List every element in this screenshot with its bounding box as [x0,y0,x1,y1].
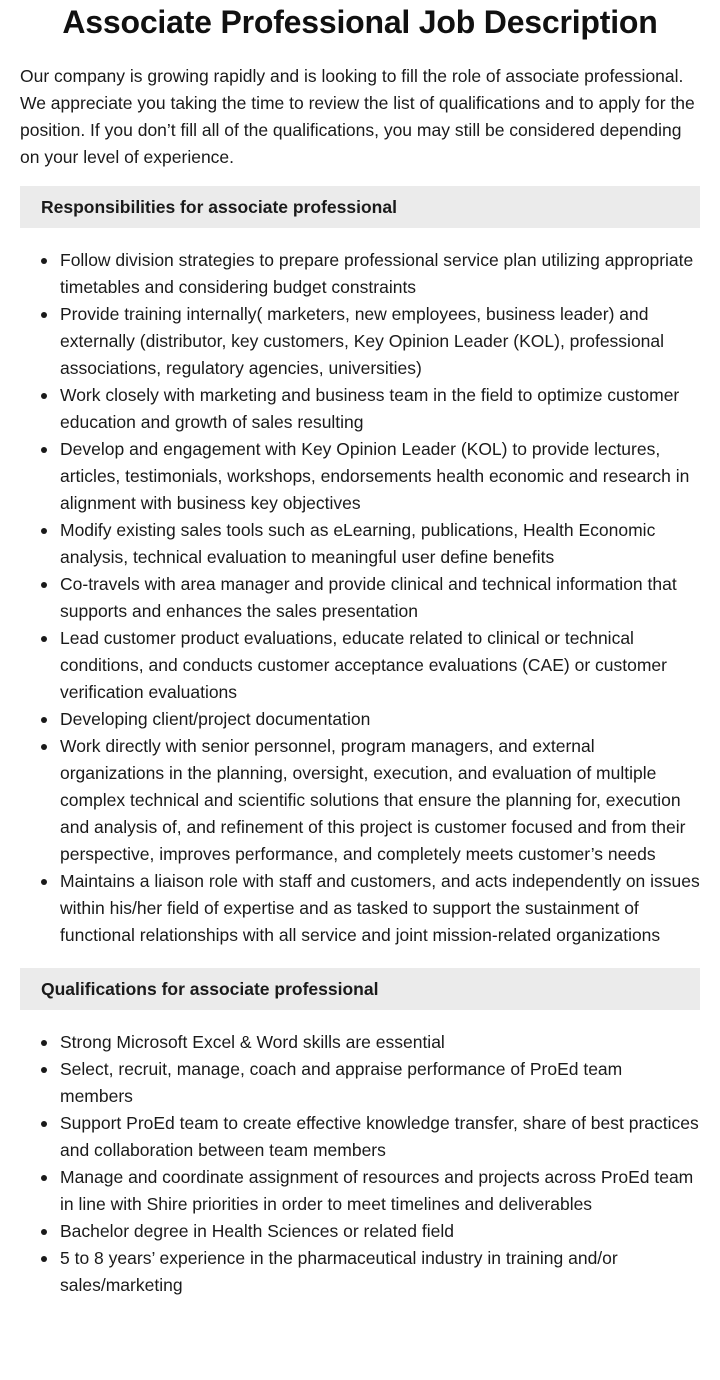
list-item [60,436,700,517]
bullet-icon [41,528,47,534]
list-item [60,1164,700,1218]
bullet-icon [41,1121,47,1127]
list-item-text: Maintains a liaison role with staff and customers, and acts independently on issues within his/her field of expertise and as tasked to support the sustainment of functional relationships with all service and joint mission-related organizations [60,871,700,945]
intro-paragraph: Our company is growing rapidly and is looking to fill the role of associate professional. We appreciate you taking the time to review the list of qualifications and to apply for the position. If you don’t fill all of the qualifications, you may still be considered depending on your level of experience. [20,66,695,167]
bullet-icon [41,393,47,399]
list-item [60,571,700,625]
bullet-icon [41,1175,47,1181]
list-item-text: Bachelor degree in Health Sciences or related field [60,1221,454,1241]
list-item-text: Strong Microsoft Excel & Word skills are essential [60,1032,445,1052]
list-item-text: Provide training internally( marketers, new employees, business leader) and externally (distributor, key customers, Key Opinion Leader (KOL), professional associations, regulatory agencies, universities) [60,304,665,378]
list-item-text: Develop and engagement with Key Opinion Leader (KOL) to provide lectures, articles, testimonials, workshops, endorsements health economic and research in alignment with business key objectives [60,439,690,513]
list-item-text: Developing client/project documentation [60,709,371,729]
list-item-text: Modify existing sales tools such as eLearning, publications, Health Economic analysis, technical evaluation to meaningful user define benefits [60,520,656,567]
bullet-icon [41,1040,47,1046]
list-item [60,1245,700,1299]
list-item-text: Lead customer product evaluations, educate related to clinical or technical conditions, and conducts customer acceptance evaluations (CAE) or customer verification evaluations [60,628,667,702]
bullet-icon [41,582,47,588]
list-item [60,301,700,382]
list-item-text: 5 to 8 years’ experience in the pharmaceutical industry in training and/or sales/marketing [60,1248,618,1295]
list-item [60,1056,700,1110]
page-title: Associate Professional Job Description [62,4,658,40]
bullet-icon [41,258,47,264]
list-item [60,517,700,571]
list-item-text: Support ProEd team to create effective knowledge transfer, share of best practices and collaboration between team members [60,1113,699,1160]
bullet-icon [41,1229,47,1235]
list-item [60,733,700,868]
list-item [60,1029,700,1056]
bullet-icon [41,744,47,750]
list-item [60,625,700,706]
list-item [60,1218,700,1245]
responsibilities-heading: Responsibilities for associate professional [20,186,700,228]
bullet-icon [41,312,47,318]
list-item [60,247,700,301]
list-item [60,868,700,949]
list-item [60,1110,700,1164]
list-item-text: Work closely with marketing and business team in the field to optimize customer education and growth of sales resulting [60,385,680,432]
list-item-text: Manage and coordinate assignment of resources and projects across ProEd team in line with Shire priorities in order to meet timelines and deliverables [60,1167,694,1214]
qualifications-list [20,1029,700,1299]
list-item-text: Co-travels with area manager and provide clinical and technical information that supports and enhances the sales presentation [60,574,677,621]
list-item-text: Select, recruit, manage, coach and appraise performance of ProEd team members [60,1059,623,1106]
bullet-icon [41,879,47,885]
list-item-text: Work directly with senior personnel, program managers, and external organizations in the planning, oversight, execution, and evaluation of multiple complex technical and scientific solutions that ensure the planning for, execution and analysis of, and refinement of this project is customer focused and from their perspective, improves performance, and completely meets customer’s needs [60,736,686,864]
qualifications-heading: Qualifications for associate professional [20,968,700,1010]
list-item [60,706,700,733]
bullet-icon [41,1067,47,1073]
bullet-icon [41,1256,47,1262]
list-item-text: Follow division strategies to prepare professional service plan utilizing appropriate timetables and considering budget constraints [60,250,694,297]
bullet-icon [41,447,47,453]
bullet-icon [41,636,47,642]
list-item [60,382,700,436]
responsibilities-list [20,247,700,949]
bullet-icon [41,717,47,723]
